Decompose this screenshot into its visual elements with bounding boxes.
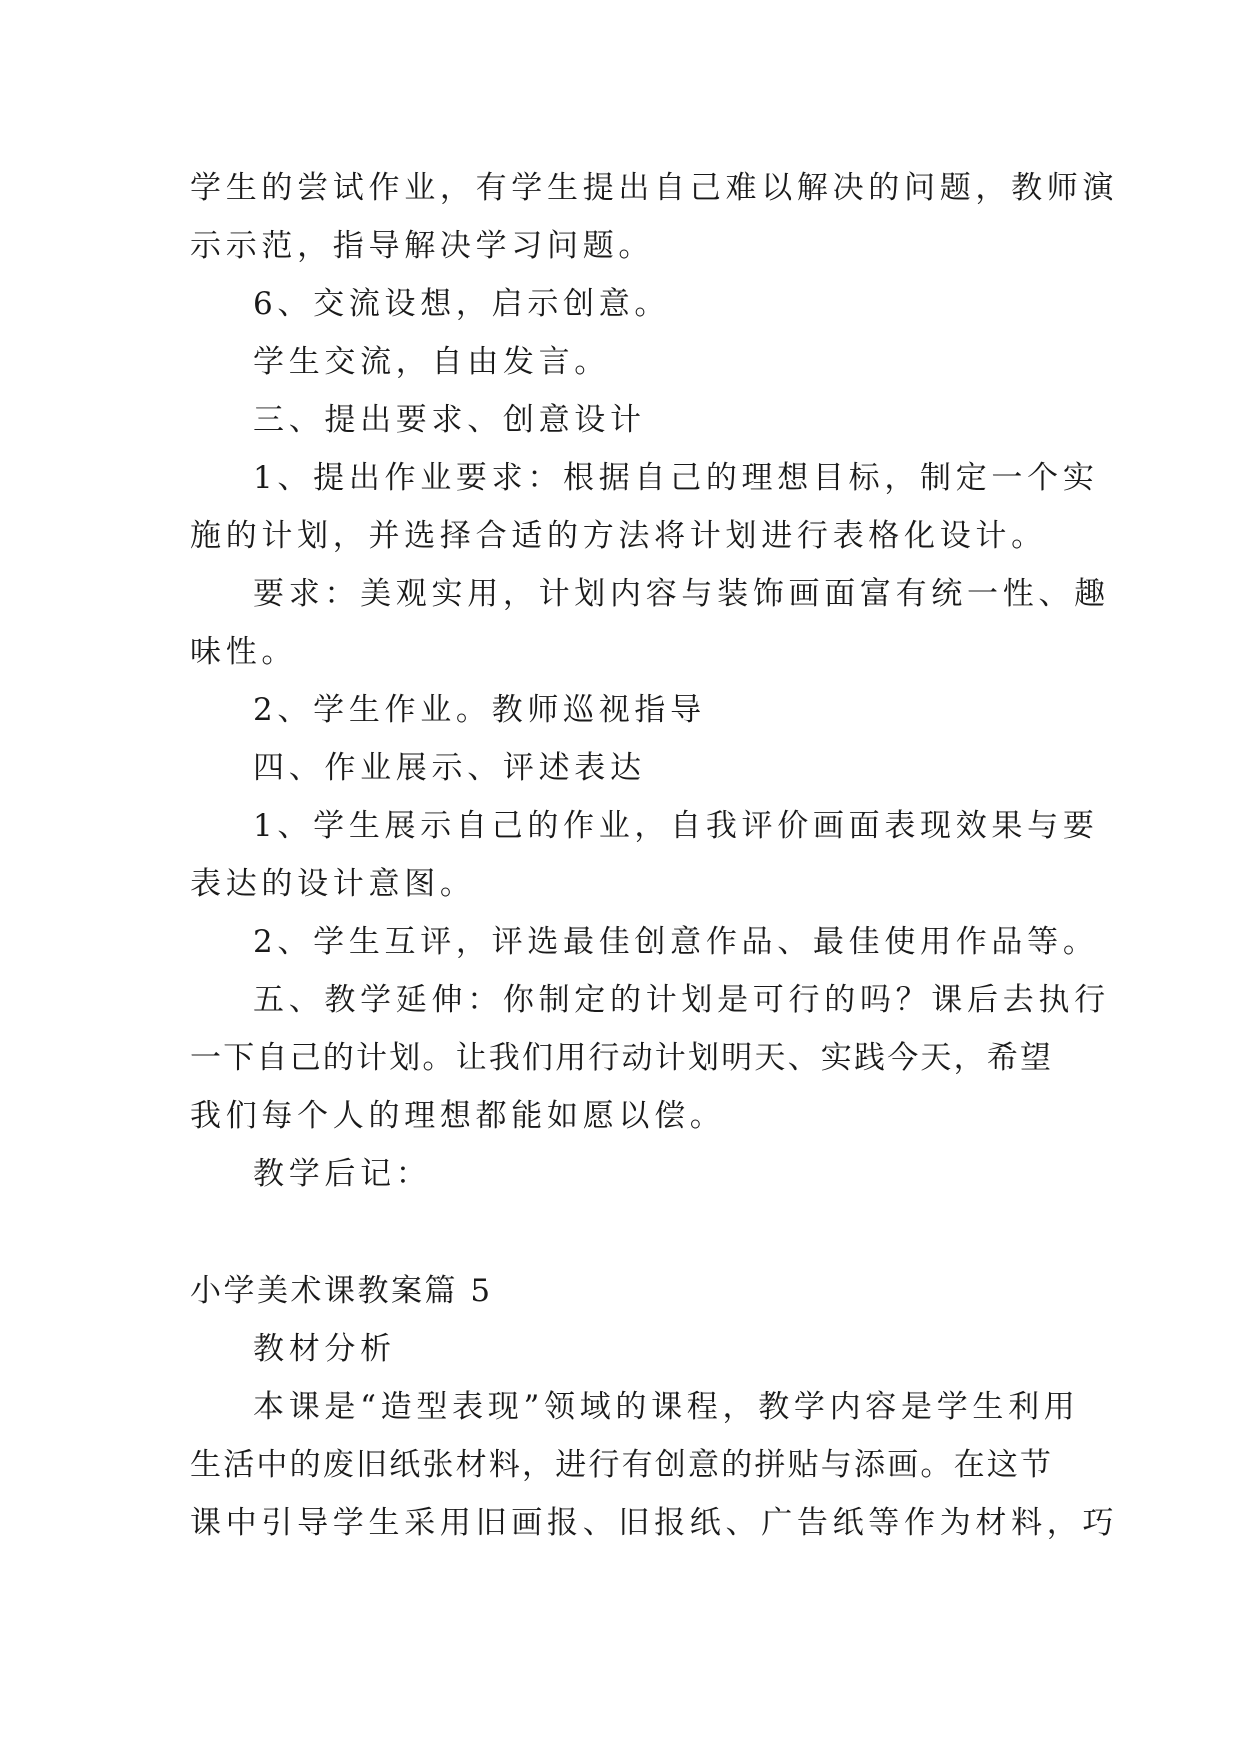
paragraph-line: 本课是“造型表现”领域的课程，教学内容是学生利用: [253, 1389, 1080, 1425]
section-heading: 五、教学延伸：你制定的计划是可行的吗？课后去执行: [253, 982, 1110, 1018]
paragraph-line: 学生交流，自由发言。: [253, 344, 610, 380]
paragraph-line: 1、学生展示自己的作业，自我评价画面表现效果与要: [253, 808, 1099, 844]
paragraph-line: 生活中的废旧纸张材料，进行有创意的拼贴与添画。在这节: [190, 1447, 1054, 1483]
paragraph-line: 我们每个人的理想都能如愿以偿。: [190, 1098, 726, 1134]
paragraph-line: 2、学生互评，评选最佳创意作品、最佳使用作品等。: [253, 924, 1099, 960]
paragraph-line: 示示范，指导解决学习问题。: [190, 228, 655, 264]
paragraph-line: 要求：美观实用，计划内容与装饰画面富有统一性、趣: [253, 576, 1110, 612]
section-heading: 三、提出要求、创意设计: [253, 402, 646, 438]
paragraph-line: 教学后记：: [253, 1156, 432, 1192]
paragraph-line: 学生的尝试作业，有学生提出自己难以解决的问题，教师演: [190, 170, 1119, 206]
paragraph-line: 味性。: [190, 634, 298, 670]
paragraph-line: 1、提出作业要求：根据自己的理想目标，制定一个实: [253, 460, 1099, 496]
paragraph-line: 表达的设计意图。: [190, 866, 476, 902]
paragraph-line: 课中引导学生采用旧画报、旧报纸、广告纸等作为材料，巧: [190, 1505, 1119, 1541]
paragraph-line: 施的计划，并选择合适的方法将计划进行表格化设计。: [190, 518, 1047, 554]
section-heading: 四、作业展示、评述表达: [253, 750, 646, 786]
paragraph-line: 2、学生作业。教师巡视指导: [253, 692, 706, 728]
lesson-title: 小学美术课教案篇 5: [190, 1273, 493, 1309]
paragraph-line: 一下自己的计划。让我们用行动计划明天、实践今天，希望: [190, 1040, 1054, 1076]
paragraph-line: 6、交流设想，启示创意。: [253, 286, 671, 322]
subsection-heading: 教材分析: [253, 1331, 396, 1367]
